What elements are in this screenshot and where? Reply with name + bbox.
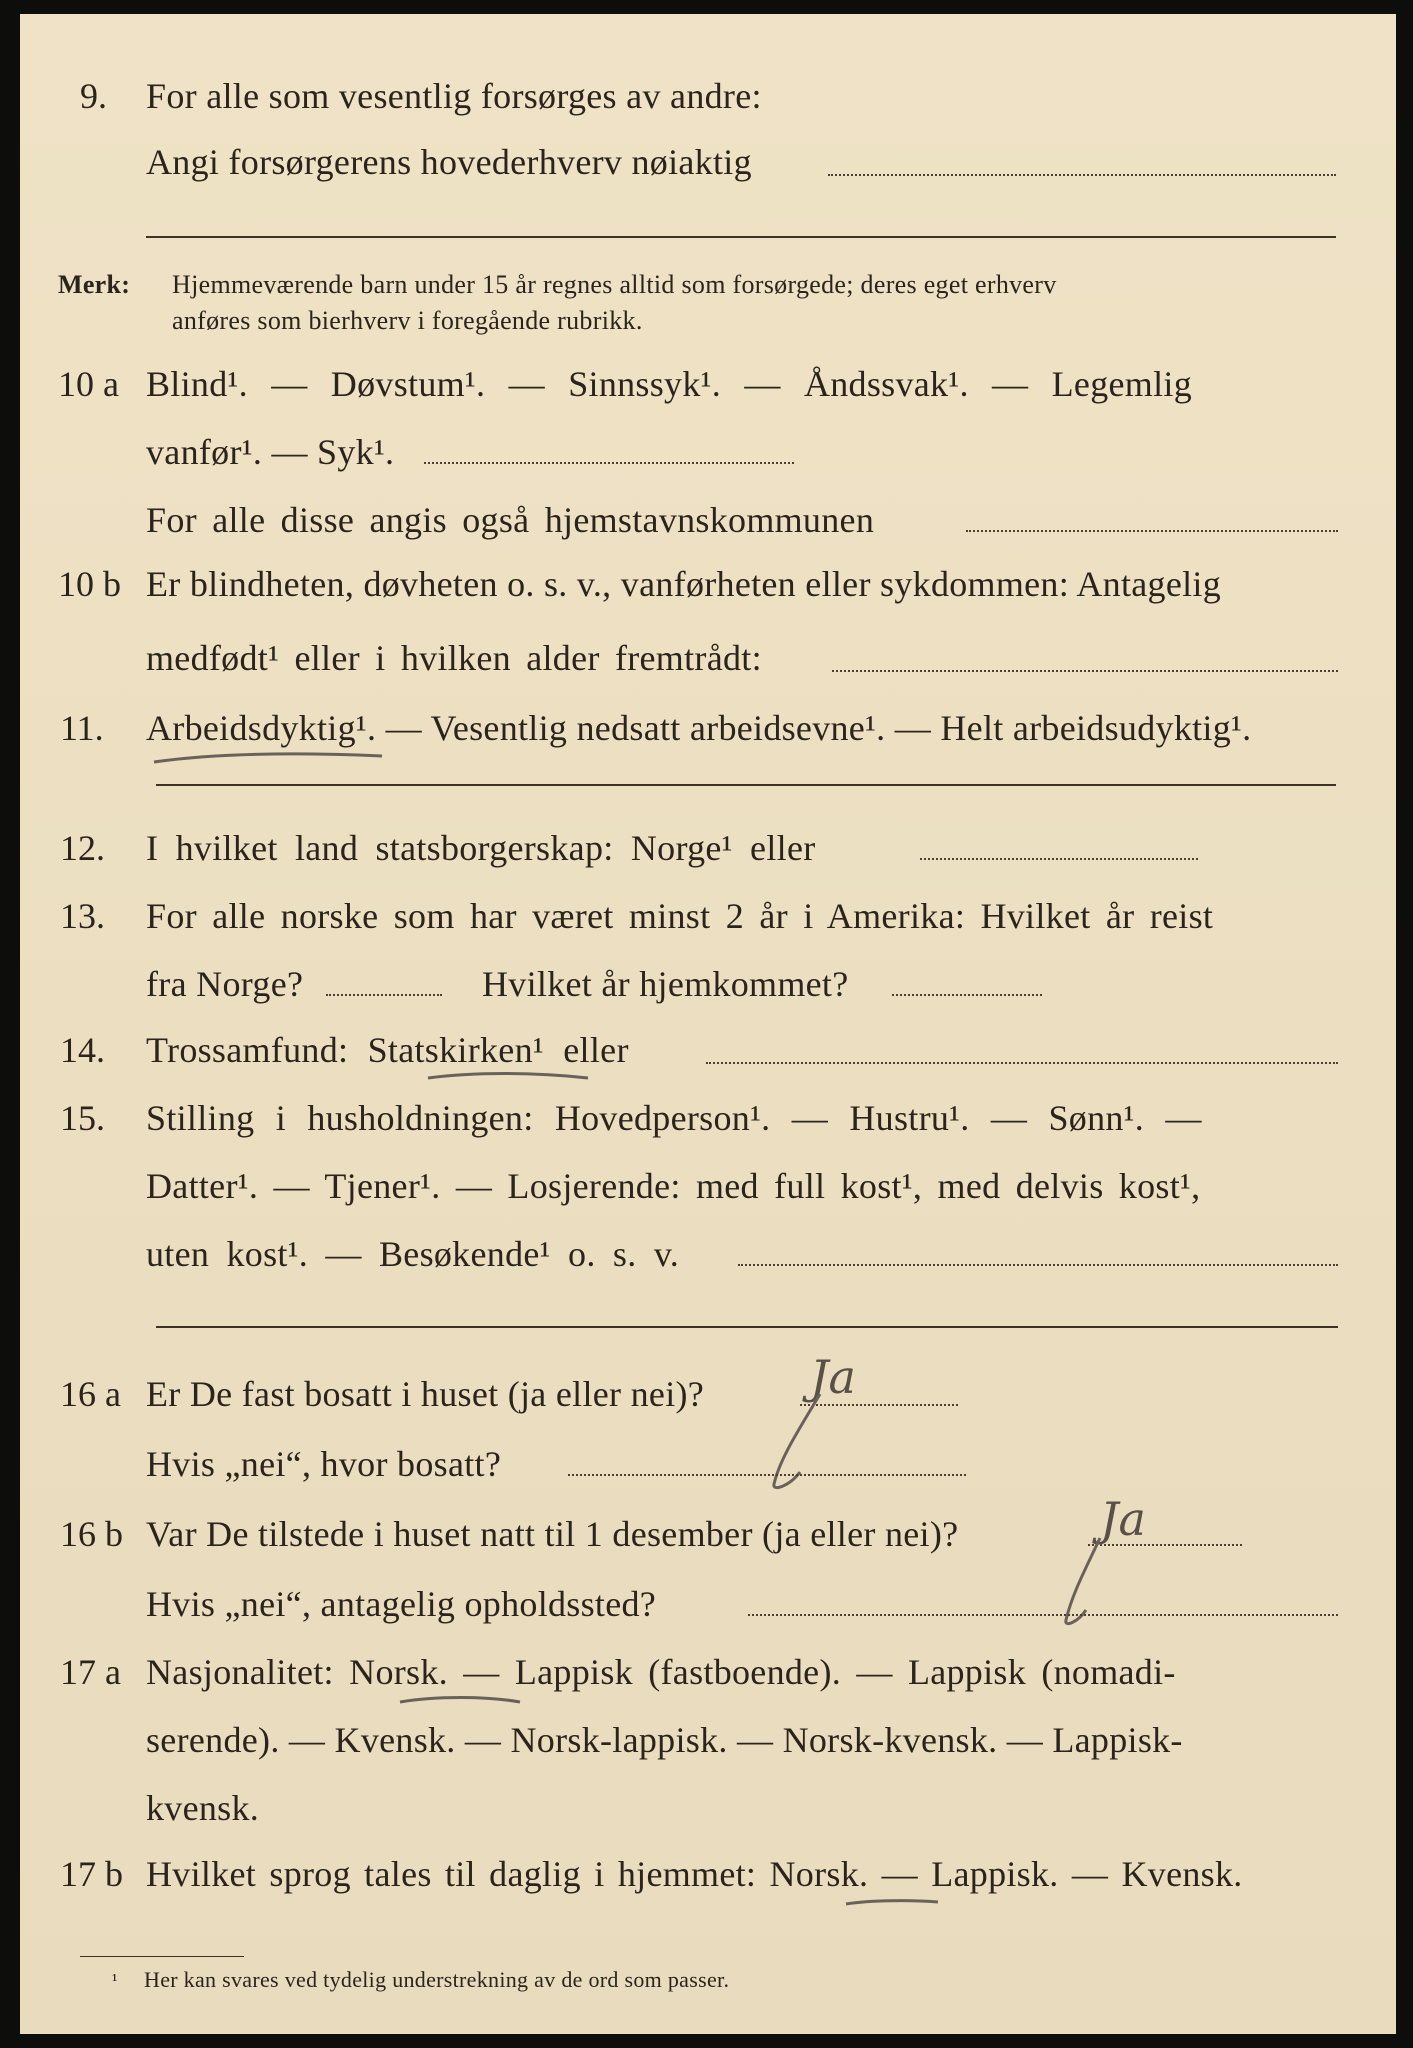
q15-number: 15. [60,1098,105,1138]
q16a-handwritten-answer: Ja [810,1350,856,1404]
q9-number: 9. [80,76,107,116]
q12-number: 12. [60,828,105,868]
q10b-answer-dots[interactable] [832,670,1338,672]
q17b-number: 17 b [60,1854,123,1894]
q15-answer-rule[interactable] [156,1326,1338,1328]
q10b-number: 10 b [58,564,121,604]
q16b-line2: Hvis „nei“, antagelig opholdssted? [146,1584,657,1624]
q17a-underline-mark [396,1690,526,1712]
q12-answer-dots[interactable] [920,858,1198,860]
q16a-number: 16 a [60,1374,121,1414]
q14-number: 14. [60,1030,105,1070]
q13-line1: For alle norske som har været minst 2 år i Amerika: Hvilket år reist [146,896,1214,936]
q16b-number: 16 b [60,1514,123,1554]
q14-underline-mark [424,1066,594,1090]
q17a-line1: Nasjonalitet: Norsk. — Lappisk (fastboende). — Lappisk (nomadi- [146,1652,1176,1692]
merk-line2: anføres som bierhverv i foregående rubrikk. [172,306,643,335]
q16a-line2: Hvis „nei“, hvor bosatt? [146,1444,502,1484]
q10a-hjemstavn-dots[interactable] [966,530,1338,532]
q11-line1: Arbeidsdyktig¹. — Vesentlig nedsatt arbeidsevne¹. — Helt arbeidsudyktig¹. [146,708,1252,748]
footnote-text: Her kan svares ved tydelig understrekning av de ord som passer. [144,1967,730,1992]
q10a-line3: For alle disse angis også hjemstavnskommunen [146,500,875,540]
q10a-line1: Blind¹. — Døvstum¹. — Sinnssyk¹. — Åndssvak¹. — Legemlig [146,364,1192,404]
q17a-line2: serende). — Kvensk. — Norsk-lappisk. — Norsk-kvensk. — Lappisk- [146,1720,1183,1760]
q14-answer-dots[interactable] [706,1062,1338,1064]
q10a-answer-dots[interactable] [424,462,794,464]
q16a-bosatt-dots[interactable] [568,1474,966,1476]
merk-line1: Hjemmeværende barn under 15 år regnes alltid som forsørgede; deres eget erhverv [172,270,1057,299]
q15-line2: Datter¹. — Tjener¹. — Losjerende: med full kost¹, med delvis kost¹, [146,1166,1201,1206]
q16a-answer-stroke [760,1388,840,1498]
q11-underline-mark [150,744,390,770]
q13-hjemkommet-dots[interactable] [892,994,1042,996]
q10a-line2: vanfør¹. — Syk¹. [146,432,395,472]
q15-answer-dots[interactable] [738,1264,1338,1266]
q14-line1: Trossamfund: Statskirken¹ eller [146,1030,629,1070]
q13-reist-dots[interactable] [326,994,442,996]
q15-line1: Stilling i husholdningen: Hovedperson¹. — Hustru¹. — Sønn¹. — [146,1098,1202,1138]
q10a-number: 10 a [58,364,119,404]
footnote-mark: ¹ [112,1970,118,1990]
q13-number: 13. [60,896,105,936]
q9-line1: For alle som vesentlig forsørges av andre: [146,76,762,116]
census-form-page [20,14,1396,2034]
q17b-underline-mark [842,1892,942,1912]
q10b-line2: medfødt¹ eller i hvilken alder fremtrådt: [146,638,762,678]
q16b-handwritten-answer: Ja [1100,1492,1146,1546]
q17a-number: 17 a [60,1652,121,1692]
q9-answer-dots[interactable] [828,174,1336,176]
q17a-line3: kvensk. [146,1788,260,1828]
q12-line1: I hvilket land statsborgerskap: Norge¹ eller [146,828,816,868]
q11-number: 11. [60,708,104,748]
q13-line2b: Hvilket år hjemkommet? [482,964,849,1004]
q13-line2a: fra Norge? [146,964,304,1004]
q9-line2: Angi forsørgerens hovederhverv nøiaktig [146,142,752,182]
q9-answer-rule[interactable] [146,236,1336,238]
footnote-rule [80,1956,244,1957]
q17b-line1: Hvilket sprog tales til daglig i hjemmet: Norsk. — Lappisk. — Kvensk. [146,1854,1243,1894]
q10b-line1: Er blindheten, døvheten o. s. v., vanførheten eller sykdommen: Antagelig [146,564,1222,604]
q16b-answer-stroke [1050,1534,1120,1634]
q16a-line1: Er De fast bosatt i huset (ja eller nei)? [146,1374,705,1414]
merk-label: Merk: [58,270,131,299]
q15-line3: uten kost¹. — Besøkende¹ o. s. v. [146,1234,680,1274]
q16b-line1: Var De tilstede i huset natt til 1 desember (ja eller nei)? [146,1514,959,1554]
q16b-opholdssted-dots[interactable] [748,1614,1338,1616]
q11-answer-rule[interactable] [156,784,1336,786]
